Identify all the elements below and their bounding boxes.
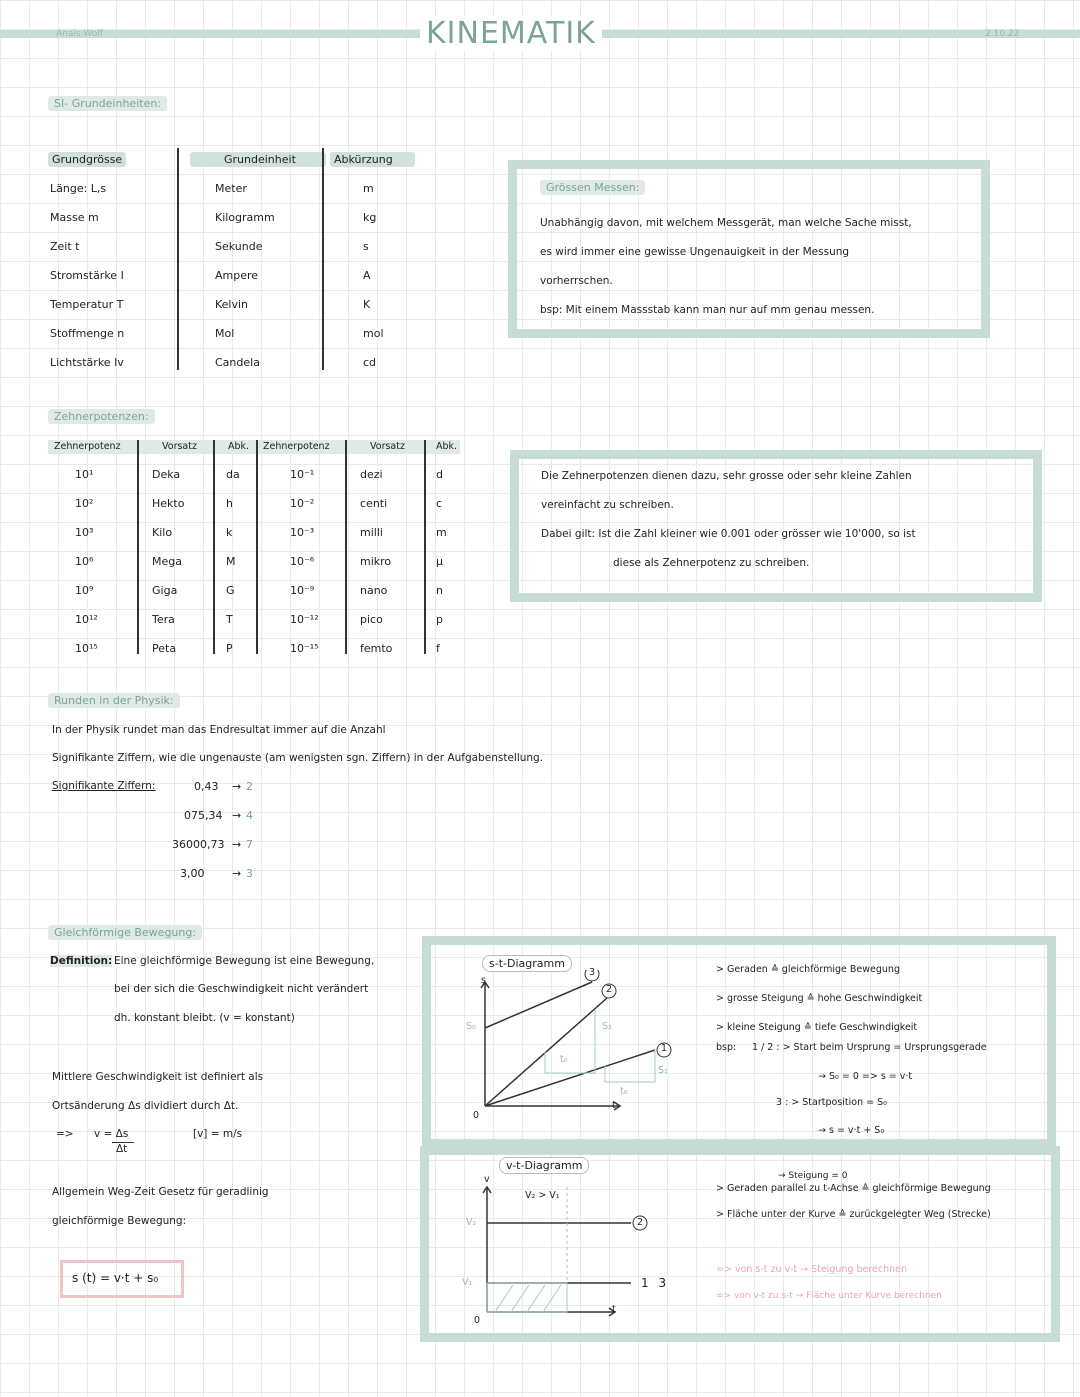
powers-col: Vorsatz [370, 441, 405, 452]
rounding-label: Signifikante Ziffern: [52, 780, 156, 792]
si-quantity: Stromstärke I [50, 269, 124, 282]
prefix: Hekto [152, 497, 185, 510]
vt-compare: V₂ > V₁ [525, 1190, 560, 1201]
speed-unit: [v] = m/s [193, 1128, 243, 1140]
st-marker-1-label: 1 [661, 1043, 668, 1054]
measure-line: Unabhängig davon, mit welchem Messgerät, man welche Sache misst, [540, 217, 912, 229]
prefix-abbr: da [226, 468, 240, 481]
rounding-arrow: → [232, 780, 242, 793]
power-positive: 10⁶ [75, 555, 94, 568]
st-bsp3b: → s = v·t + S₀ [818, 1125, 885, 1136]
st-axis-t: t [612, 1100, 616, 1111]
si-heading: SI- Grundeinheiten: [48, 96, 167, 111]
rounding-line: Signifikante Ziffern, wie die ungenauste (am wenigsten sgn. Ziffern) in der Aufgabenstellung. [52, 752, 544, 764]
speed-formula: v = Δs [94, 1128, 129, 1140]
power-negative: 10⁻¹² [290, 613, 319, 626]
prefix-abbr: m [436, 526, 447, 539]
date: 2.10.22 [985, 29, 1020, 39]
powers-col: Zehnerpotenz [263, 441, 330, 452]
rounding-sigfig-count: 7 [246, 838, 253, 851]
st-note: > grosse Steigung ≙ hohe Geschwindigkeit [716, 993, 923, 1004]
st-t0: t₀ [620, 1086, 628, 1097]
powers-col: Vorsatz [162, 441, 197, 452]
motion-heading: Gleichförmige Bewegung: [48, 925, 202, 940]
powers-note-line: diese als Zehnerpotenz zu schreiben. [613, 557, 810, 569]
author-name: Anaïs Wolf [56, 29, 103, 39]
si-quantity: Zeit t [50, 240, 80, 253]
st-slope-triangle-1 [605, 1050, 655, 1082]
prefix-abbr: c [436, 497, 443, 510]
prefix: dezi [360, 468, 383, 481]
definition-line: Eine gleichförmige Bewegung ist eine Bewegung, [114, 955, 375, 967]
powers-note-line: Dabei gilt: Ist die Zahl kleiner wie 0.001 oder grösser wie 10'000, so ist [541, 528, 916, 540]
prefix: pico [360, 613, 383, 626]
st-bsp3: 3 : > Startposition = S₀ [776, 1097, 887, 1108]
vt-note: → Steigung = 0 [778, 1171, 848, 1181]
law-formula: s (t) = v·t + s₀ [72, 1271, 159, 1285]
si-unit: Mol [215, 327, 235, 340]
power-negative: 10⁻¹⁵ [290, 642, 319, 655]
si-unit: Kelvin [215, 298, 249, 311]
prefix-abbr: n [436, 584, 443, 597]
power-positive: 10¹⁵ [75, 642, 98, 655]
measure-line: es wird immer eine gewisse Ungenauigkeit in der Messung [540, 246, 850, 258]
power-negative: 10⁻¹ [290, 468, 315, 481]
definition-label: Definition: [50, 955, 113, 967]
vt-hatch [511, 1285, 529, 1312]
st-origin: 0 [473, 1110, 480, 1121]
si-abbr: kg [363, 211, 377, 224]
page-title: KINEMATIK [420, 16, 602, 51]
powers-divider [345, 440, 347, 654]
vt-axis-v: v [484, 1174, 490, 1185]
measure-text [540, 209, 912, 325]
prefix-abbr: G [226, 584, 235, 597]
si-divider [177, 148, 179, 370]
si-divider [322, 148, 324, 370]
prefix: nano [360, 584, 388, 597]
speed-formula-denominator: Δt [116, 1143, 128, 1155]
st-notes [716, 955, 922, 1042]
st-line-1 [485, 1050, 655, 1106]
prefix: Kilo [152, 526, 173, 539]
vt-hatch [527, 1285, 545, 1312]
vt-hatch [495, 1285, 513, 1312]
vt-note: => von v-t zu s-t → Fläche unter Kurve berechnen [716, 1291, 942, 1301]
st-title: s-t-Diagramm [482, 955, 572, 972]
definition-line: dh. konstant bleibt. (v = konstant) [114, 1012, 295, 1024]
prefix-abbr: f [436, 642, 440, 655]
prefix: milli [360, 526, 383, 539]
measure-line: vorherrschen. [540, 275, 613, 287]
powers-heading: Zehnerpotenzen: [48, 409, 155, 424]
power-positive: 10² [75, 497, 94, 510]
vt-v1: V₁ [462, 1277, 473, 1288]
si-quantity: Länge: L,s [50, 182, 107, 195]
vt-marker-2-label: 2 [637, 1217, 644, 1228]
vt-marker-13-label: 1 3 [641, 1276, 670, 1290]
vt-origin: 0 [474, 1315, 481, 1326]
vt-axis-t: t [612, 1304, 616, 1315]
vt-hatch [543, 1285, 561, 1312]
rounding-arrow: → [232, 867, 242, 880]
st-graph [455, 970, 675, 1125]
vt-note: => von s-t zu v-t → Steigung berechnen [716, 1264, 907, 1275]
prefix: centi [360, 497, 388, 510]
measure-line: bsp: Mit einem Massstab kann man nur auf mm genau messen. [540, 304, 875, 316]
rounding-example: 36000,73 [172, 838, 225, 851]
si-quantity: Stoffmenge n [50, 327, 125, 340]
powers-note [541, 462, 916, 578]
st-s1: S₁ [658, 1065, 668, 1076]
si-abbr: mol [363, 327, 384, 340]
st-marker-2-label: 2 [606, 984, 613, 995]
si-quantity: Lichtstärke Iv [50, 356, 124, 369]
power-negative: 10⁻² [290, 497, 315, 510]
prefix: Deka [152, 468, 181, 481]
st-line-2 [485, 998, 607, 1106]
powers-note-line: vereinfacht zu schreiben. [541, 499, 674, 511]
vt-note: > Fläche unter der Kurve ≙ zurückgelegter Weg (Strecke) [716, 1209, 991, 1220]
vt-graph [455, 1175, 675, 1325]
prefix: femto [360, 642, 393, 655]
definition-line: bei der sich die Geschwindigkeit nicht verändert [114, 983, 369, 995]
st-bsp12b: → S₀ = 0 => s = v·t [818, 1071, 913, 1082]
prefix-abbr: P [226, 642, 233, 655]
si-unit: Kilogramm [215, 211, 275, 224]
si-quantity: Temperatur T [50, 298, 124, 311]
implies-arrow: => [56, 1128, 74, 1140]
power-positive: 10³ [75, 526, 94, 539]
si-quantity: Masse m [50, 211, 99, 224]
prefix-abbr: h [226, 497, 233, 510]
st-s0: S₀ [466, 1021, 476, 1032]
si-unit: Sekunde [215, 240, 263, 253]
powers-divider [256, 440, 258, 654]
power-negative: 10⁻³ [290, 526, 315, 539]
st-marker-3-label: 3 [589, 967, 596, 978]
powers-col: Abk. [228, 441, 250, 452]
rounding-example: 0,43 [194, 780, 219, 793]
si-abbr: A [363, 269, 371, 282]
st-axis-s: s [481, 975, 486, 986]
mean-speed-line: Ortsänderung Δs dividiert durch Δt. [52, 1100, 239, 1112]
law-line: Allgemein Weg-Zeit Gesetz für geradlinig [52, 1186, 269, 1198]
power-negative: 10⁻⁶ [290, 555, 315, 568]
vt-notes [716, 1171, 991, 1301]
rounding-example: 075,34 [184, 809, 223, 822]
prefix: Mega [152, 555, 182, 568]
prefix: mikro [360, 555, 392, 568]
power-positive: 10¹ [75, 468, 94, 481]
si-abbr: cd [363, 356, 377, 369]
st-s2: S₂ [602, 1021, 612, 1032]
rounding-line: In der Physik rundet man das Endresultat immer auf die Anzahl [52, 724, 386, 736]
powers-note-line: Die Zehnerpotenzen dienen dazu, sehr grosse oder sehr kleine Zahlen [541, 470, 912, 482]
powers-divider [137, 440, 139, 654]
powers-col: Zehnerpotenz [54, 441, 121, 452]
si-abbr: s [363, 240, 369, 253]
st-note: > kleine Steigung ≙ tiefe Geschwindigkeit [716, 1022, 918, 1033]
rounding-sigfig-count: 4 [246, 809, 253, 822]
powers-divider [424, 440, 426, 654]
si-abbr: m [363, 182, 374, 195]
rounding-arrow: → [232, 838, 242, 851]
si-abbr: K [363, 298, 371, 311]
prefix-abbr: T [226, 613, 233, 626]
power-positive: 10¹² [75, 613, 98, 626]
prefix-abbr: µ [436, 555, 443, 568]
st-bsp12: 1 / 2 : > Start beim Ursprung = Ursprungsgerade [752, 1042, 987, 1053]
rounding-example: 3,00 [180, 867, 205, 880]
prefix-abbr: d [436, 468, 443, 481]
st-line-3 [485, 982, 592, 1028]
rounding-sigfig-count: 2 [246, 780, 253, 793]
rounding-heading: Runden in der Physik: [48, 693, 180, 708]
si-col-abbr: Abkürzung [330, 152, 415, 167]
st-slope-triangle-2 [545, 1010, 595, 1073]
vt-note: > Geraden parallel zu t-Achse ≙ gleichförmige Bewegung [716, 1183, 991, 1194]
prefix-abbr: p [436, 613, 443, 626]
prefix-abbr: k [226, 526, 233, 539]
si-col-quantity: Grundgrösse [48, 152, 126, 167]
prefix: Giga [152, 584, 178, 597]
power-negative: 10⁻⁹ [290, 584, 315, 597]
mean-speed-line: Mittlere Geschwindigkeit ist definiert als [52, 1071, 264, 1083]
powers-divider [213, 440, 215, 654]
powers-col: Abk. [436, 441, 458, 452]
measure-heading: Grössen Messen: [540, 180, 645, 195]
prefix: Tera [152, 613, 175, 626]
vt-v2: V₂ [466, 1217, 477, 1228]
st-t0: t₀ [560, 1054, 568, 1065]
si-unit: Ampere [215, 269, 259, 282]
si-col-unit: Grundeinheit [190, 152, 326, 167]
rounding-arrow: → [232, 809, 242, 822]
vt-title: v-t-Diagramm [499, 1157, 589, 1174]
st-note: > Geraden ≙ gleichförmige Bewegung [716, 964, 900, 975]
rounding-sigfig-count: 3 [246, 867, 253, 880]
prefix-abbr: M [226, 555, 236, 568]
power-positive: 10⁹ [75, 584, 94, 597]
st-bsp-label: bsp: [716, 1042, 737, 1053]
law-line: gleichförmige Bewegung: [52, 1215, 187, 1227]
si-unit: Meter [215, 182, 247, 195]
si-unit: Candela [215, 356, 260, 369]
prefix: Peta [152, 642, 177, 655]
